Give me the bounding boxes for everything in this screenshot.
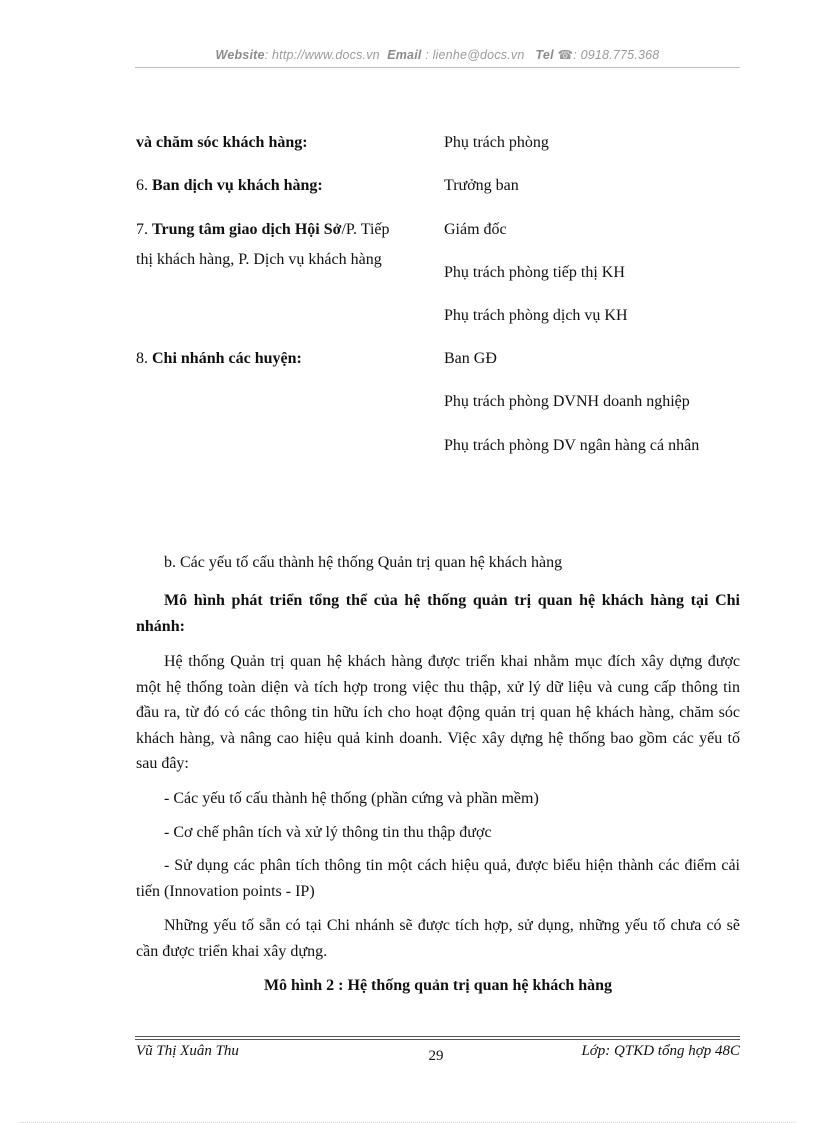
page-header (135, 47, 740, 62)
footer-rule (135, 1036, 740, 1037)
table-row-right: Phụ trách phòng (444, 134, 549, 151)
bullet-item: - Sử dụng các phân tích thông tin một cách hiệu quả, được biểu hiện thành các điểm cải tiến (Innovation points - IP) (136, 857, 740, 900)
table-row-right: Phụ trách phòng tiếp thị KH (444, 264, 625, 281)
row-title-rest: /P. Tiếp (341, 221, 390, 238)
table-row-left (136, 215, 431, 275)
footer-rule (135, 1039, 740, 1040)
table-row-right: Phụ trách phòng DVNH doanh nghiệp (444, 393, 690, 410)
table-row-right: Phụ trách phòng DV ngân hàng cá nhân (444, 437, 700, 454)
row-title: Trung tâm giao dịch Hội Sở (152, 221, 342, 238)
model-heading: Mô hình phát triển tổng thể của hệ thống quản trị quan hệ khách hàng tại Chi nhánh: (136, 592, 740, 635)
table-row-right: Ban GĐ (444, 350, 497, 367)
row-number: 7. (136, 221, 152, 238)
page-number: 29 (428, 1048, 444, 1064)
email-label: Email (387, 48, 422, 62)
paragraph-2: Những yếu tố sẵn có tại Chi nhánh sẽ được tích hợp, sử dụng, những yếu tố chưa có sẽ cần được triển khai xây dựng. (136, 917, 740, 960)
footer-class: Lớp: QTKD tổng hợp 48C (581, 1043, 740, 1059)
email-value: : lienhe@docs.vn (425, 48, 525, 62)
row-number: 8. (136, 350, 152, 367)
table-row-left: và chăm sóc khách hàng: (136, 134, 308, 151)
bullet-item: - Các yếu tố cấu thành hệ thống (phần cứng và phần mềm) (164, 790, 539, 807)
row-title: Chi nhánh các huyện: (152, 350, 302, 367)
row-number: 6. (136, 177, 152, 194)
paragraph-1: Hệ thống Quản trị quan hệ khách hàng được triển khai nhằm mục đích xây dựng được một hệ thống toàn diện và tích hợp trong việc thu thập, xử lý dữ liệu và cung cấp thông tin đầu ra, từ đó có các thông tin hữu ích cho hoạt động quản trị quan hệ khách hàng, chăm sóc khách hàng, và nâng cao hiệu quả kinh doanh. Việc xây dựng hệ thống bao gồm các yếu tố sau đây: (136, 653, 740, 772)
phone-icon: ☎ (557, 48, 574, 62)
table-row-right: Phụ trách phòng dịch vụ KH (444, 307, 628, 324)
website-label: Website (215, 48, 265, 62)
tel-label: Tel (535, 48, 554, 62)
row-title: Ban dịch vụ khách hàng: (152, 177, 323, 194)
table-row-left (136, 171, 431, 201)
section-b-heading: b. Các yếu tố cấu thành hệ thống Quản trị quan hệ khách hàng (164, 554, 563, 571)
header-rule (135, 67, 740, 68)
table-row-right: Trưởng ban (444, 177, 519, 194)
footer-author: Vũ Thị Xuân Thu (136, 1043, 239, 1059)
figure-caption: Mô hình 2 : Hệ thống quản trị quan hệ khách hàng (263, 977, 613, 994)
tel-value: : 0918.775.368 (573, 48, 660, 62)
website-value: : http://www.docs.vn (264, 48, 380, 62)
bullet-item: - Cơ chế phân tích và xử lý thông tin thu thập được (164, 824, 492, 841)
row-title-line2: thị khách hàng, P. Dịch vụ khách hàng (136, 251, 382, 268)
table-row-right: Giám đốc (444, 221, 507, 238)
table-row-left (136, 344, 431, 374)
